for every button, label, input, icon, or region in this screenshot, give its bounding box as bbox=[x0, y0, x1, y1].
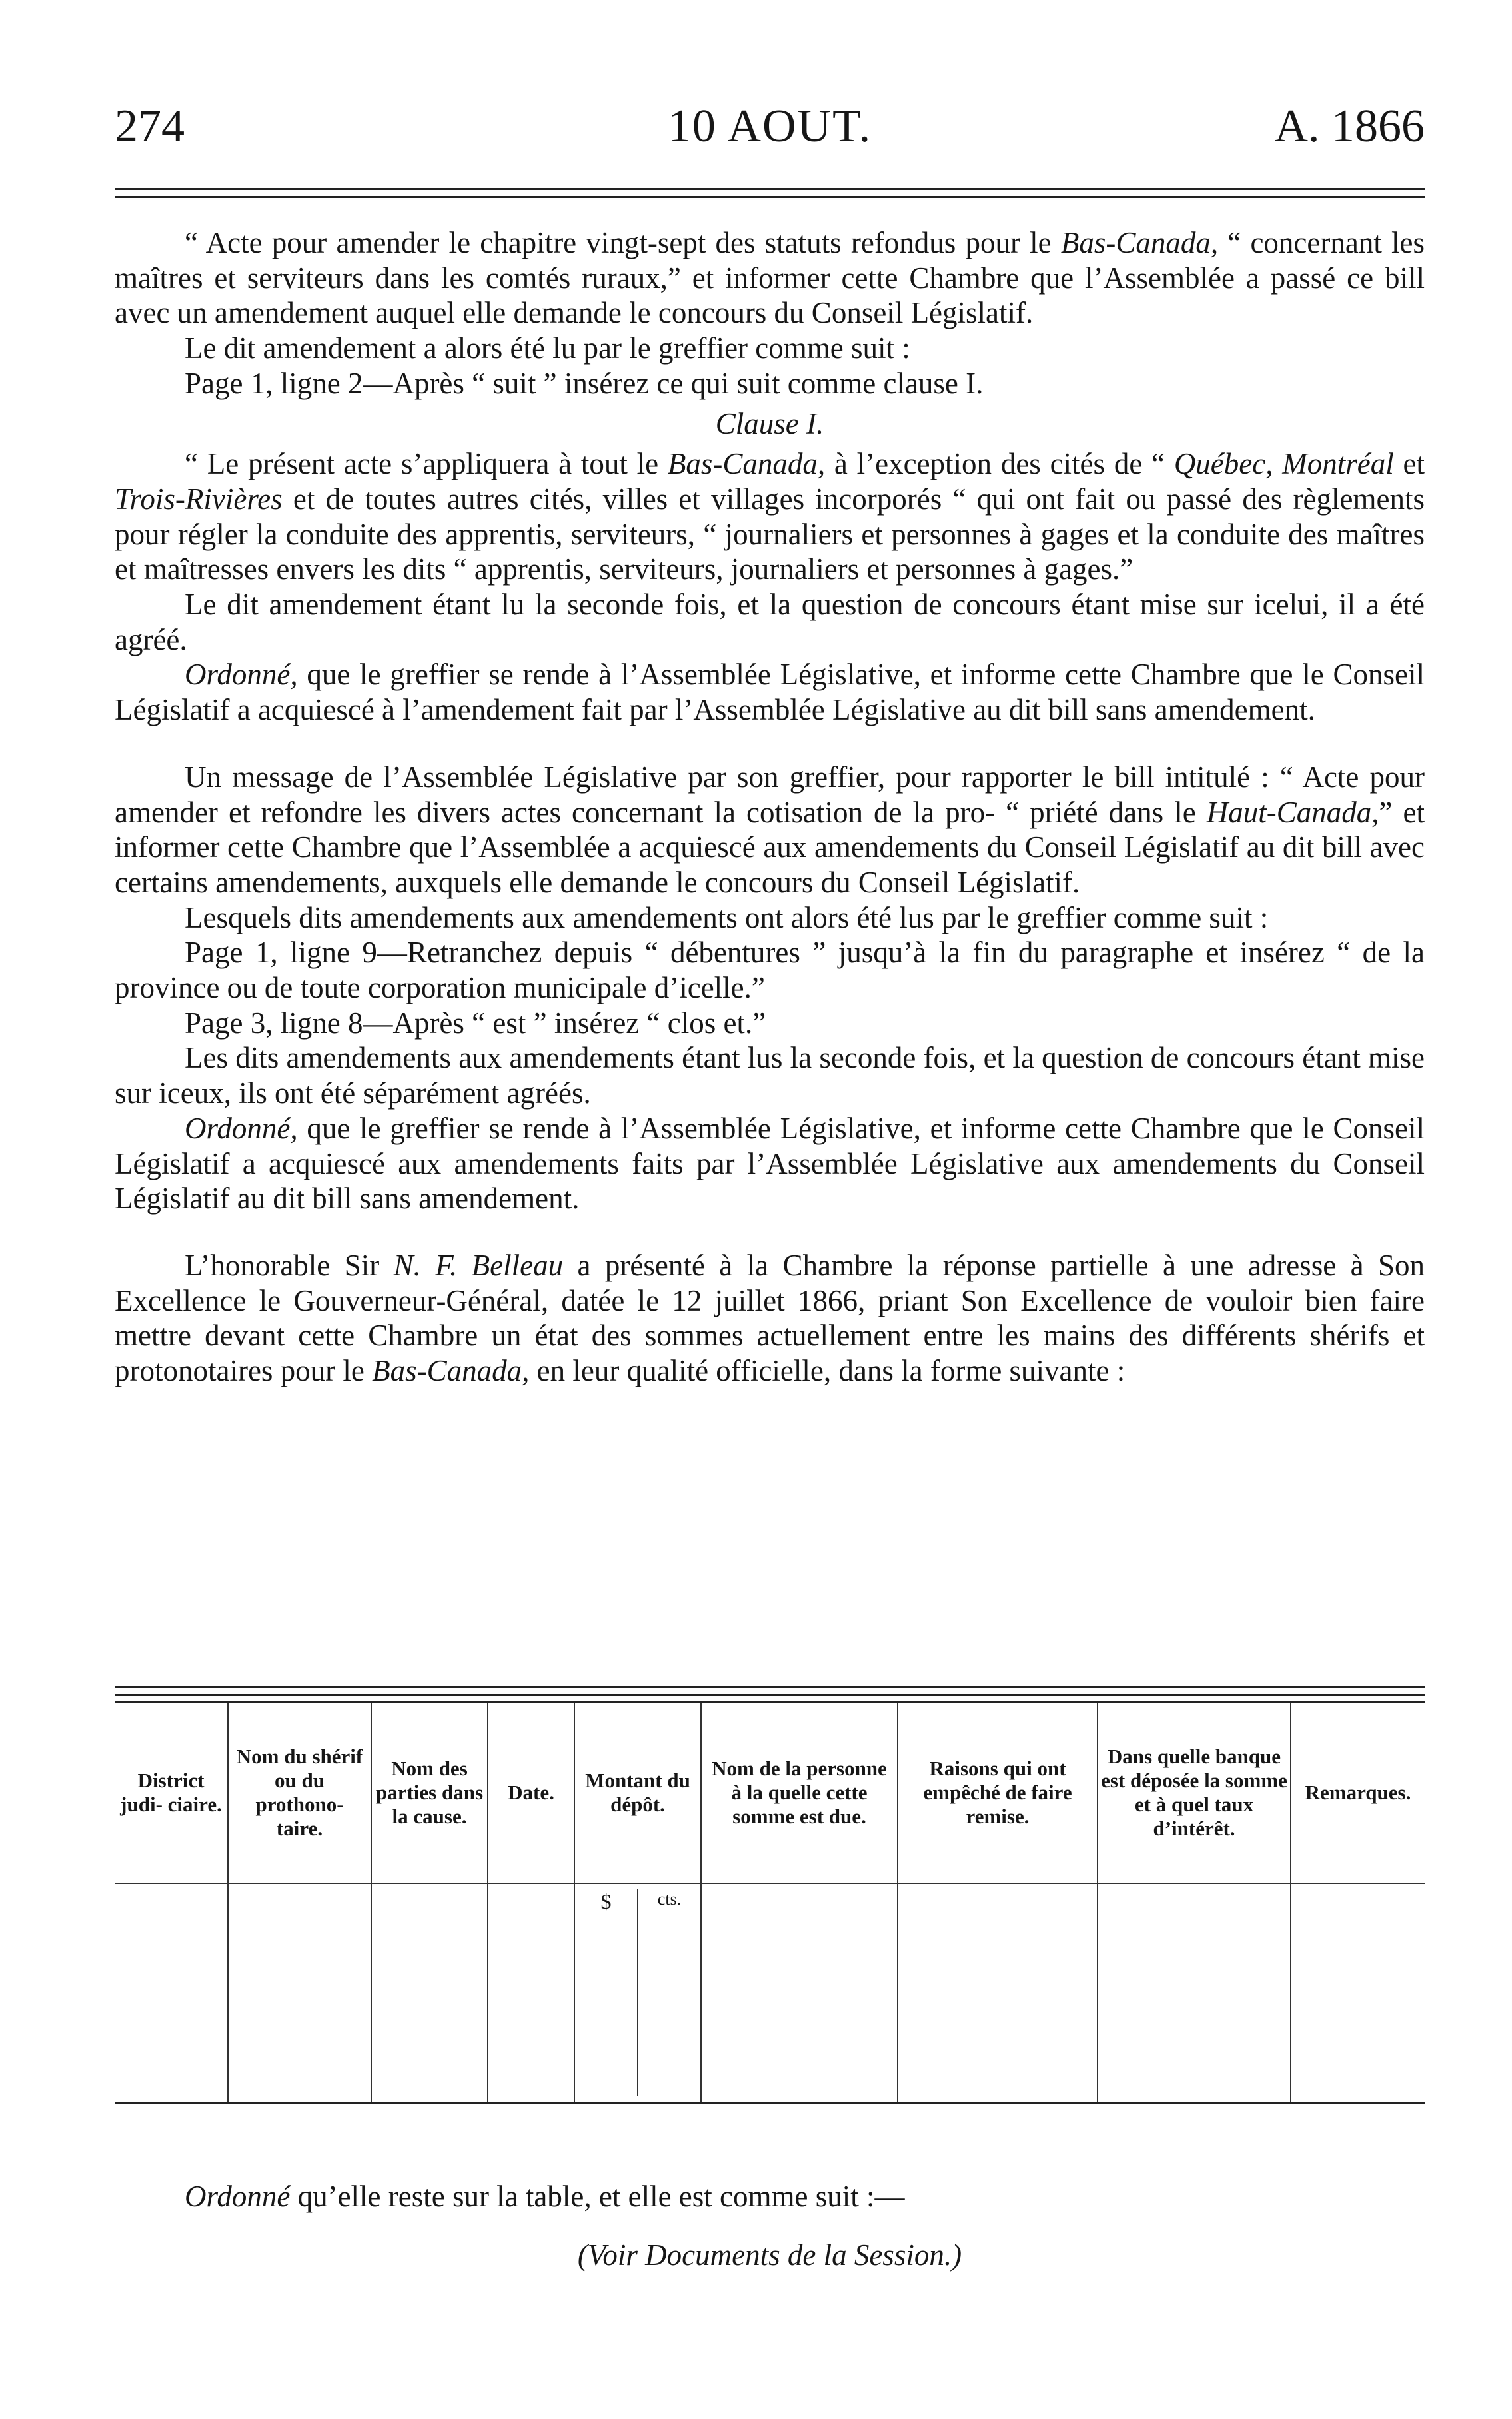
closing bbox=[115, 2179, 1425, 2272]
col-header-district: District judi- ciaire. bbox=[120, 1769, 222, 1816]
paragraph: “ Acte pour amender le chapitre vingt-sept des statuts refondus pour le Bas-Canada, “ concernant les maîtres et serviteurs dans les comtés ruraux,” et informer cette Chambre que l’Assemblée a passé ce bill avec un amendement auquel elle demande le concours du Conseil Législatif. bbox=[115, 226, 1425, 330]
header-year: A. 1866 bbox=[1274, 101, 1425, 152]
cents-label: cts. bbox=[637, 1889, 700, 2096]
table-cell bbox=[898, 1883, 1098, 2103]
header-date: 10 AOUT. bbox=[667, 101, 872, 152]
table-cell bbox=[228, 1883, 371, 2103]
col-header-raisons: Raisons qui ont empêché de faire remise. bbox=[898, 1702, 1098, 1884]
table-cell-amount bbox=[574, 1883, 701, 2103]
table-cell bbox=[1098, 1883, 1291, 2103]
table-cell bbox=[488, 1883, 574, 2103]
page-number: 274 bbox=[115, 101, 185, 152]
table-header-row bbox=[115, 1702, 1425, 1884]
paragraph: Page 3, ligne 8—Après “ est ” insérez “ clos et.” bbox=[185, 1006, 766, 1040]
paragraph: Page 1, ligne 9—Retranchez depuis “ débentures ” jusqu’à la fin du paragraphe et insérez “ de la province ou de toute corporation municipale d’icelle.” bbox=[115, 936, 1425, 1005]
paragraph: Page 1, ligne 2—Après “ suit ” insérez ce qui suit comme clause I. bbox=[185, 366, 984, 400]
table-cell bbox=[371, 1883, 488, 2103]
col-header-personne: Nom de la personne à la quelle cette somme est due. bbox=[701, 1702, 898, 1884]
deposit-table bbox=[115, 1701, 1425, 2104]
col-header-date: Date. bbox=[488, 1702, 574, 1884]
table-row bbox=[115, 1883, 1425, 2103]
paragraph: Ordonné, que le greffier se rende à l’Assemblée Législative, et informe cette Chambre que le Conseil Législatif a acquiescé aux amendements faits par l’Assemblée Législative aux amendements du Conseil Législatif au dit bill sans amendement. bbox=[115, 1111, 1425, 1215]
paragraph: L’honorable Sir N. F. Belleau a présenté à la Chambre la réponse partielle à une adresse à Son Excellence le Gouverneur-Général, datée le 12 juillet 1866, priant Son Excellence de vouloir bien faire mettre devant cette Chambre un état des sommes actuellement entre les mains des différents shérifs et protonotaires pour le Bas-Canada, en leur qualité officielle, dans la forme suivante : bbox=[115, 1248, 1425, 1388]
clause-heading: Clause I. bbox=[715, 406, 824, 440]
deposit-table-wrap bbox=[115, 1701, 1425, 2104]
col-header-banque: Dans quelle banque est déposée la somme et à quel taux d’intérêt. bbox=[1098, 1702, 1291, 1884]
paragraph: Ordonné, que le greffier se rende à l’Assemblée Législative, et informe cette Chambre que le Conseil Législatif a acquiescé à l’amendement fait par l’Assemblée Législative au dit bill sans amendement. bbox=[115, 658, 1425, 727]
page-header bbox=[115, 97, 1425, 157]
session-reference: (Voir Documents de la Session.) bbox=[577, 2238, 962, 2272]
table-cell bbox=[701, 1883, 898, 2103]
dollar-label: $ bbox=[600, 1889, 612, 1913]
col-header-sherif: Nom du shérif ou du prothono- taire. bbox=[228, 1702, 371, 1884]
col-header-remarques: Remarques. bbox=[1291, 1702, 1425, 1884]
table-cell bbox=[1291, 1883, 1425, 2103]
table-top-rule bbox=[115, 1686, 1425, 1696]
paragraph: Le dit amendement a alors été lu par le greffier comme suit : bbox=[185, 331, 910, 365]
body-text bbox=[115, 225, 1425, 1389]
table-cell bbox=[115, 1883, 228, 2103]
ordonne-line: Ordonné qu’elle reste sur la table, et elle est comme suit :— bbox=[185, 2180, 905, 2213]
header-rule bbox=[115, 188, 1425, 198]
col-header-parties: Nom des parties dans la cause. bbox=[371, 1702, 488, 1884]
paragraph: Lesquels dits amendements aux amendements ont alors été lus par le greffier comme suit : bbox=[185, 900, 1269, 934]
col-header-montant: Montant du dépôt. bbox=[574, 1702, 701, 1884]
paragraph: Un message de l’Assemblée Législative par son greffier, pour rapporter le bill intitulé : “ Acte pour amender et refondre les divers actes concernant la cotisation de la pro- “ priété dans le Haut-Canada,” et informer cette Chambre que l’Assemblée a acquiescé aux amendements du Conseil Législatif au dit bill avec certains amendements, auxquels elle demande le concours du Conseil Législatif. bbox=[115, 760, 1425, 899]
paragraph: Les dits amendements aux amendements étant lus la seconde fois, et la question de concours étant mise sur iceux, ils ont été séparément agréés. bbox=[115, 1041, 1425, 1110]
paragraph: Le dit amendement étant lu la seconde fois, et la question de concours étant mise sur icelui, il a été agréé. bbox=[115, 588, 1425, 656]
clause-text: “ Le présent acte s’appliquera à tout le Bas-Canada, à l’exception des cités de “ Québec, Montréal et Trois-Rivières et de toutes autres cités, villes et villages incorporés “ qui ont fait ou passé des règlements pour régler la conduite des apprentis, serviteurs, “ journaliers et personnes à gages et la conduite des maîtres et maîtresses envers les dits “ apprentis, serviteurs, journaliers et personnes à gages.” bbox=[115, 447, 1425, 586]
